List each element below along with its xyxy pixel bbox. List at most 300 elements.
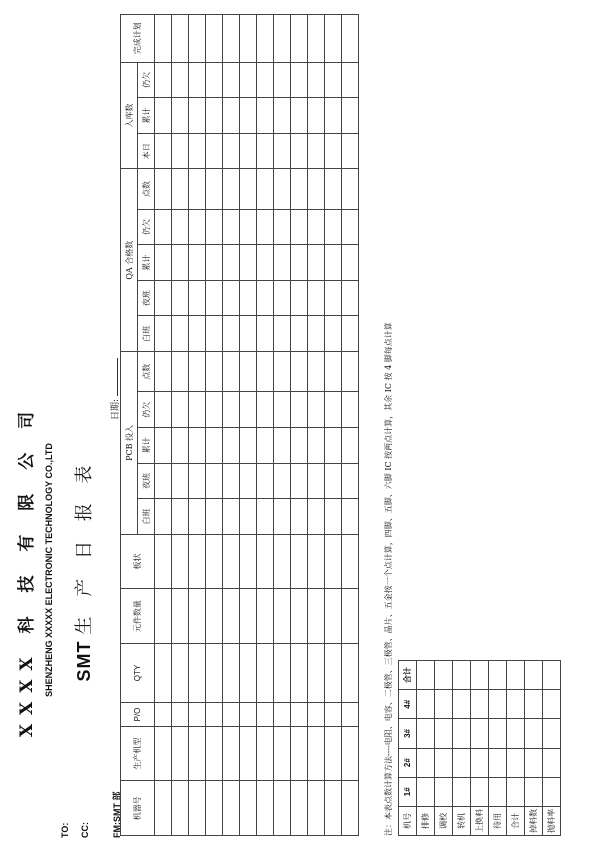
status-cell[interactable] — [489, 748, 507, 777]
table-cell[interactable] — [308, 703, 325, 727]
table-row — [342, 15, 359, 836]
table-cell[interactable] — [257, 534, 274, 589]
status-cell[interactable] — [525, 690, 543, 719]
status-cell[interactable] — [471, 777, 489, 806]
status-cell[interactable] — [417, 661, 435, 690]
table-cell[interactable] — [155, 245, 172, 281]
status-cell[interactable] — [435, 661, 453, 690]
table-cell[interactable] — [189, 463, 206, 499]
status-cell[interactable] — [417, 748, 435, 777]
table-cell[interactable] — [189, 316, 206, 352]
status-cell[interactable] — [417, 690, 435, 719]
table-cell[interactable] — [342, 703, 359, 727]
table-cell[interactable] — [172, 169, 189, 209]
table-cell[interactable] — [257, 392, 274, 428]
table-cell[interactable] — [223, 534, 240, 589]
table-cell[interactable] — [240, 169, 257, 209]
table-cell[interactable] — [291, 316, 308, 352]
status-header-cell: 2# — [399, 748, 417, 777]
table-cell[interactable] — [223, 499, 240, 535]
table-cell[interactable] — [206, 169, 223, 209]
table-cell[interactable] — [189, 781, 206, 836]
table-cell[interactable] — [155, 703, 172, 727]
table-cell[interactable] — [172, 534, 189, 589]
table-cell[interactable] — [223, 169, 240, 209]
table-cell[interactable] — [223, 726, 240, 781]
table-cell[interactable] — [172, 643, 189, 702]
table-cell[interactable] — [291, 98, 308, 134]
table-cell[interactable] — [342, 781, 359, 836]
table-cell[interactable] — [240, 245, 257, 281]
table-cell[interactable] — [189, 428, 206, 464]
table-cell[interactable] — [172, 781, 189, 836]
table-cell[interactable] — [291, 352, 308, 392]
table-cell[interactable] — [206, 133, 223, 169]
table-cell[interactable] — [342, 62, 359, 98]
table-cell[interactable] — [257, 316, 274, 352]
status-cell[interactable] — [543, 748, 561, 777]
table-cell[interactable] — [206, 726, 223, 781]
status-cell[interactable] — [453, 719, 471, 748]
table-cell[interactable] — [223, 15, 240, 63]
status-cell[interactable] — [525, 719, 543, 748]
table-cell[interactable] — [240, 643, 257, 702]
table-cell[interactable] — [308, 209, 325, 245]
table-cell[interactable] — [274, 428, 291, 464]
table-cell[interactable] — [325, 15, 342, 63]
table-cell[interactable] — [240, 392, 257, 428]
table-cell[interactable] — [240, 781, 257, 836]
table-cell[interactable] — [223, 589, 240, 644]
table-cell[interactable] — [172, 589, 189, 644]
qa-col-3: 仍欠 — [138, 209, 155, 245]
table-cell[interactable] — [223, 352, 240, 392]
status-cell[interactable] — [453, 748, 471, 777]
table-cell[interactable] — [223, 781, 240, 836]
status-cell[interactable] — [525, 777, 543, 806]
table-cell[interactable] — [291, 15, 308, 63]
table-cell[interactable] — [172, 62, 189, 98]
table-cell[interactable] — [291, 499, 308, 535]
table-cell[interactable] — [155, 280, 172, 316]
table-cell[interactable] — [257, 589, 274, 644]
table-cell[interactable] — [342, 133, 359, 169]
status-cell[interactable] — [435, 777, 453, 806]
table-cell[interactable] — [240, 463, 257, 499]
table-cell[interactable] — [342, 280, 359, 316]
table-cell[interactable] — [155, 209, 172, 245]
table-cell[interactable] — [308, 463, 325, 499]
table-cell[interactable] — [342, 589, 359, 644]
table-cell[interactable] — [342, 209, 359, 245]
table-cell[interactable] — [274, 62, 291, 98]
table-cell[interactable] — [155, 463, 172, 499]
table-cell[interactable] — [155, 15, 172, 63]
status-cell[interactable] — [507, 719, 525, 748]
table-cell[interactable] — [325, 781, 342, 836]
table-cell[interactable] — [206, 643, 223, 702]
status-cell[interactable] — [507, 777, 525, 806]
table-cell[interactable] — [155, 499, 172, 535]
table-cell[interactable] — [325, 280, 342, 316]
status-cell[interactable] — [435, 719, 453, 748]
date-input-line[interactable] — [109, 358, 118, 396]
table-cell[interactable] — [240, 133, 257, 169]
status-cell[interactable] — [507, 690, 525, 719]
status-cell[interactable] — [507, 661, 525, 690]
table-cell[interactable] — [155, 534, 172, 589]
table-cell[interactable] — [223, 643, 240, 702]
table-cell[interactable] — [155, 169, 172, 209]
table-cell[interactable] — [257, 62, 274, 98]
qa-col-1: 夜班 — [138, 280, 155, 316]
status-cell[interactable] — [543, 719, 561, 748]
status-cell[interactable] — [489, 777, 507, 806]
status-cell[interactable] — [507, 748, 525, 777]
table-cell[interactable] — [325, 643, 342, 702]
table-cell[interactable] — [257, 352, 274, 392]
table-cell[interactable] — [189, 245, 206, 281]
table-cell[interactable] — [257, 98, 274, 134]
table-cell[interactable] — [342, 463, 359, 499]
table-cell[interactable] — [189, 726, 206, 781]
table-cell[interactable] — [274, 643, 291, 702]
table-cell[interactable] — [155, 392, 172, 428]
table-cell[interactable] — [325, 589, 342, 644]
table-cell[interactable] — [206, 703, 223, 727]
table-cell[interactable] — [308, 280, 325, 316]
table-cell[interactable] — [206, 589, 223, 644]
table-cell[interactable] — [240, 703, 257, 727]
table-cell[interactable] — [325, 463, 342, 499]
table-cell[interactable] — [291, 428, 308, 464]
table-cell[interactable] — [240, 726, 257, 781]
status-cell[interactable] — [489, 661, 507, 690]
table-cell[interactable] — [172, 726, 189, 781]
table-cell[interactable] — [308, 781, 325, 836]
table-cell[interactable] — [274, 781, 291, 836]
table-cell[interactable] — [155, 316, 172, 352]
table-cell[interactable] — [240, 352, 257, 392]
table-cell[interactable] — [291, 703, 308, 727]
table-cell[interactable] — [342, 245, 359, 281]
table-cell[interactable] — [257, 499, 274, 535]
table-cell[interactable] — [274, 463, 291, 499]
calculation-note: 注：本表点数计算方法----电阻、电容、二极管、三极管、晶片、五金按一个点计算，四脚、五脚、六脚 IC 按两点计算，其余 IC 按 4 脚每点计算 — [384, 322, 393, 836]
table-cell[interactable] — [257, 463, 274, 499]
table-cell[interactable] — [223, 392, 240, 428]
table-cell[interactable] — [342, 316, 359, 352]
status-cell[interactable] — [543, 690, 561, 719]
table-cell[interactable] — [274, 15, 291, 63]
table-cell[interactable] — [240, 316, 257, 352]
table-cell[interactable] — [206, 352, 223, 392]
status-cell[interactable] — [417, 777, 435, 806]
table-cell[interactable] — [308, 245, 325, 281]
status-cell[interactable] — [543, 661, 561, 690]
table-cell[interactable] — [325, 316, 342, 352]
table-cell[interactable] — [257, 209, 274, 245]
table-cell[interactable] — [172, 463, 189, 499]
table-cell[interactable] — [155, 98, 172, 134]
table-cell[interactable] — [189, 15, 206, 63]
table-cell[interactable] — [223, 98, 240, 134]
table-cell[interactable] — [206, 280, 223, 316]
status-cell[interactable] — [489, 719, 507, 748]
table-cell[interactable] — [342, 428, 359, 464]
table-cell[interactable] — [189, 169, 206, 209]
status-cell[interactable] — [543, 777, 561, 806]
table-cell[interactable] — [325, 98, 342, 134]
table-cell[interactable] — [291, 280, 308, 316]
table-cell[interactable] — [189, 352, 206, 392]
date-label: 日期: — [111, 398, 121, 420]
table-cell[interactable] — [240, 98, 257, 134]
table-cell[interactable] — [240, 15, 257, 63]
table-cell[interactable] — [189, 534, 206, 589]
table-cell[interactable] — [189, 643, 206, 702]
table-cell[interactable] — [342, 15, 359, 63]
table-cell[interactable] — [325, 726, 342, 781]
table-cell[interactable] — [189, 392, 206, 428]
table-cell[interactable] — [223, 316, 240, 352]
table-cell[interactable] — [206, 62, 223, 98]
table-cell[interactable] — [308, 316, 325, 352]
table-cell[interactable] — [172, 428, 189, 464]
table-cell[interactable] — [172, 98, 189, 134]
table-cell[interactable] — [308, 589, 325, 644]
table-cell[interactable] — [342, 392, 359, 428]
table-cell[interactable] — [308, 169, 325, 209]
table-cell[interactable] — [291, 245, 308, 281]
table-cell[interactable] — [325, 62, 342, 98]
table-cell[interactable] — [291, 62, 308, 98]
table-cell[interactable] — [189, 62, 206, 98]
table-cell[interactable] — [240, 589, 257, 644]
table-cell[interactable] — [274, 209, 291, 245]
status-row-label: 合计 — [507, 806, 525, 835]
table-cell[interactable] — [308, 499, 325, 535]
table-cell[interactable] — [223, 280, 240, 316]
col-component-count: 元件数量 — [121, 589, 155, 644]
table-cell[interactable] — [274, 245, 291, 281]
status-row — [471, 661, 489, 836]
table-cell[interactable] — [155, 352, 172, 392]
table-cell[interactable] — [240, 280, 257, 316]
table-cell[interactable] — [342, 534, 359, 589]
table-cell[interactable] — [342, 98, 359, 134]
table-cell[interactable] — [172, 280, 189, 316]
table-cell[interactable] — [155, 589, 172, 644]
report-title-prefix: SMT — [74, 640, 94, 682]
status-cell[interactable] — [471, 748, 489, 777]
table-cell[interactable] — [291, 781, 308, 836]
table-cell[interactable] — [172, 392, 189, 428]
table-cell[interactable] — [291, 534, 308, 589]
table-cell[interactable] — [308, 133, 325, 169]
table-cell[interactable] — [206, 316, 223, 352]
table-cell[interactable] — [223, 209, 240, 245]
table-cell[interactable] — [223, 703, 240, 727]
group-qa: QA 合格数 — [121, 169, 138, 352]
table-cell[interactable] — [274, 726, 291, 781]
table-cell[interactable] — [172, 703, 189, 727]
table-cell[interactable] — [223, 245, 240, 281]
table-cell[interactable] — [274, 703, 291, 727]
table-cell[interactable] — [342, 643, 359, 702]
table-cell[interactable] — [155, 643, 172, 702]
table-cell[interactable] — [240, 499, 257, 535]
table-cell[interactable] — [291, 133, 308, 169]
table-cell[interactable] — [274, 98, 291, 134]
table-cell[interactable] — [240, 209, 257, 245]
table-cell[interactable] — [257, 781, 274, 836]
table-cell[interactable] — [155, 62, 172, 98]
status-cell[interactable] — [525, 748, 543, 777]
table-row — [206, 15, 223, 836]
table-cell[interactable] — [189, 133, 206, 169]
table-cell[interactable] — [291, 589, 308, 644]
table-cell[interactable] — [342, 169, 359, 209]
table-cell[interactable] — [325, 245, 342, 281]
table-cell[interactable] — [308, 428, 325, 464]
table-cell[interactable] — [206, 98, 223, 134]
table-cell[interactable] — [206, 15, 223, 63]
table-cell[interactable] — [274, 169, 291, 209]
table-cell[interactable] — [342, 726, 359, 781]
table-cell[interactable] — [274, 352, 291, 392]
table-cell[interactable] — [291, 643, 308, 702]
table-cell[interactable] — [342, 499, 359, 535]
table-cell[interactable] — [223, 428, 240, 464]
table-cell[interactable] — [223, 62, 240, 98]
table-cell[interactable] — [257, 133, 274, 169]
status-cell[interactable] — [417, 719, 435, 748]
status-cell[interactable] — [453, 690, 471, 719]
status-cell[interactable] — [453, 661, 471, 690]
table-cell[interactable] — [291, 209, 308, 245]
table-cell[interactable] — [291, 392, 308, 428]
table-cell[interactable] — [308, 62, 325, 98]
table-cell[interactable] — [172, 499, 189, 535]
table-cell[interactable] — [172, 209, 189, 245]
table-cell[interactable] — [257, 280, 274, 316]
col-product-model: 生产机型 — [121, 726, 155, 781]
table-cell[interactable] — [257, 15, 274, 63]
table-cell[interactable] — [342, 352, 359, 392]
table-cell[interactable] — [308, 534, 325, 589]
table-cell[interactable] — [325, 534, 342, 589]
table-cell[interactable] — [274, 589, 291, 644]
table-cell[interactable] — [189, 703, 206, 727]
status-row — [507, 661, 525, 836]
table-cell[interactable] — [189, 589, 206, 644]
table-cell[interactable] — [155, 133, 172, 169]
table-cell[interactable] — [257, 245, 274, 281]
table-cell[interactable] — [155, 781, 172, 836]
table-cell[interactable] — [274, 280, 291, 316]
table-cell[interactable] — [325, 352, 342, 392]
col-machine-no: 机器号 — [121, 781, 155, 836]
table-cell[interactable] — [240, 62, 257, 98]
table-cell[interactable] — [206, 245, 223, 281]
table-row — [155, 15, 172, 836]
table-cell[interactable] — [257, 726, 274, 781]
table-cell[interactable] — [325, 428, 342, 464]
status-cell[interactable] — [471, 690, 489, 719]
table-cell[interactable] — [240, 428, 257, 464]
table-cell[interactable] — [291, 169, 308, 209]
status-cell[interactable] — [525, 661, 543, 690]
status-cell[interactable] — [471, 719, 489, 748]
table-cell[interactable] — [325, 169, 342, 209]
status-cell[interactable] — [471, 661, 489, 690]
table-cell[interactable] — [223, 133, 240, 169]
table-cell[interactable] — [308, 98, 325, 134]
table-cell[interactable] — [325, 499, 342, 535]
table-cell[interactable] — [240, 534, 257, 589]
table-cell[interactable] — [274, 534, 291, 589]
table-row — [172, 15, 189, 836]
table-cell[interactable] — [206, 209, 223, 245]
table-cell[interactable] — [257, 643, 274, 702]
status-cell[interactable] — [435, 748, 453, 777]
table-cell[interactable] — [206, 392, 223, 428]
table-cell[interactable] — [189, 209, 206, 245]
table-cell[interactable] — [274, 133, 291, 169]
table-cell[interactable] — [308, 726, 325, 781]
table-cell[interactable] — [325, 392, 342, 428]
table-cell[interactable] — [325, 703, 342, 727]
table-cell[interactable] — [189, 499, 206, 535]
table-cell[interactable] — [155, 726, 172, 781]
table-cell[interactable] — [206, 781, 223, 836]
table-cell[interactable] — [172, 245, 189, 281]
table-cell[interactable] — [172, 15, 189, 63]
table-cell[interactable] — [325, 133, 342, 169]
table-cell[interactable] — [308, 392, 325, 428]
table-cell[interactable] — [189, 98, 206, 134]
table-cell[interactable] — [308, 643, 325, 702]
table-cell[interactable] — [189, 280, 206, 316]
table-cell[interactable] — [206, 534, 223, 589]
table-cell[interactable] — [206, 428, 223, 464]
table-cell[interactable] — [155, 428, 172, 464]
table-cell[interactable] — [257, 169, 274, 209]
status-cell[interactable] — [489, 690, 507, 719]
table-cell[interactable] — [291, 726, 308, 781]
status-row — [543, 661, 561, 836]
table-cell[interactable] — [274, 499, 291, 535]
table-cell[interactable] — [291, 463, 308, 499]
table-cell[interactable] — [308, 352, 325, 392]
table-cell[interactable] — [172, 352, 189, 392]
table-cell[interactable] — [172, 133, 189, 169]
table-cell[interactable] — [172, 316, 189, 352]
table-cell[interactable] — [308, 15, 325, 63]
stock-col-2: 仍欠 — [138, 62, 155, 98]
table-cell[interactable] — [257, 703, 274, 727]
table-cell[interactable] — [206, 499, 223, 535]
status-cell[interactable] — [453, 777, 471, 806]
table-cell[interactable] — [325, 209, 342, 245]
table-cell[interactable] — [206, 463, 223, 499]
table-cell[interactable] — [274, 316, 291, 352]
table-cell[interactable] — [274, 392, 291, 428]
status-cell[interactable] — [435, 690, 453, 719]
table-cell[interactable] — [223, 463, 240, 499]
table-cell[interactable] — [257, 428, 274, 464]
